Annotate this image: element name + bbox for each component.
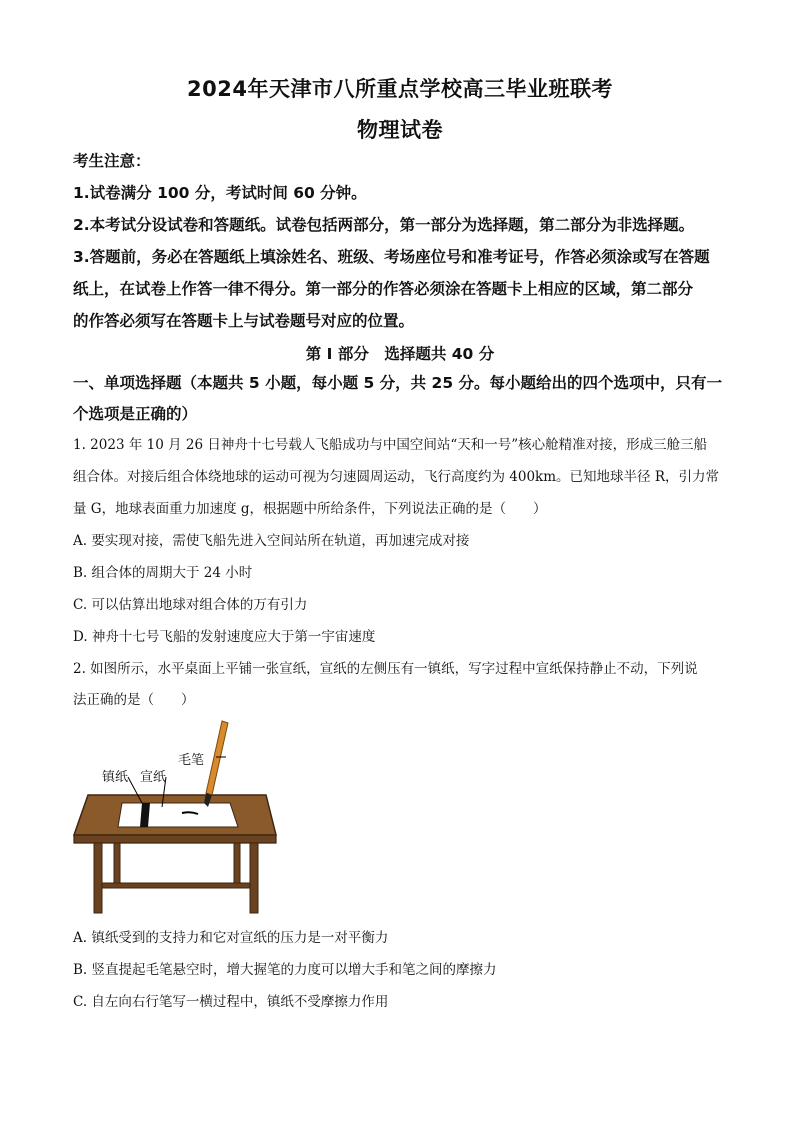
notice-item-2: 2.本考试分设试卷和答题纸。试卷包括两部分，第一部分为选择题，第二部分为非选择题。	[73, 216, 695, 234]
q1-option-d: D. 神舟十七号飞船的发射速度应大于第一宇宙速度	[73, 629, 376, 645]
rice-paper	[118, 803, 238, 827]
table-leg-front-right	[250, 843, 258, 913]
q2-option-c: C. 自左向右行笔写一横过程中，镇纸不受摩擦力作用	[73, 994, 389, 1010]
q2-option-b: B. 竖直提起毛笔悬空时，增大握笔的力度可以增大手和笔之间的摩擦力	[73, 962, 497, 978]
exam-subtitle: 物理试卷	[357, 118, 443, 142]
q1-stem-line-3: 量 G，地球表面重力加速度 g，根据题中所给条件，下列说法正确的是（ ）	[73, 501, 547, 517]
notice-item-3: 3.答题前，务必在答题纸上填涂姓名、班级、考场座位号和准考证号，作答必须涂或写在答题	[73, 248, 710, 266]
exam-title: 2024年天津市八所重点学校高三毕业班联考	[187, 77, 613, 101]
label-brush: 毛笔	[178, 753, 205, 768]
q1-stem-line-1: 1. 2023 年 10 月 26 日神舟十七号载人飞船成功与中国空间站“天和一号”核心舱精准对接，形成三舱三船	[73, 437, 708, 453]
table-figure	[70, 715, 290, 915]
table-front-edge	[74, 835, 276, 843]
brush-handle	[206, 721, 228, 795]
q1-option-a: A. 要实现对接，需使飞船先进入空间站所在轨道，再加速完成对接	[73, 533, 470, 549]
table-leg-front-left	[94, 843, 102, 913]
q2-stem-line-1: 2. 如图所示，水平桌面上平铺一张宣纸，宣纸的左侧压有一镇纸，写字过程中宣纸保持静止不动，下列说	[73, 661, 698, 677]
table-leg-back-left	[114, 843, 120, 887]
q1-stem-line-2: 组合体。对接后组合体绕地球的运动可视为匀速圆周运动，飞行高度约为 400km。已知地球半径 R，引力常	[73, 469, 719, 485]
q1-option-c: C. 可以估算出地球对组合体的万有引力	[73, 597, 308, 613]
table-stretcher	[102, 883, 250, 888]
notice-heading: 考生注意：	[73, 152, 151, 170]
notice-item-3-cont-2: 的作答必须写在答题卡上与试卷题号对应的位置。	[73, 312, 415, 330]
q2-stem-line-2: 法正确的是（ ）	[73, 692, 195, 708]
notice-item-1: 1.试卷满分 100 分，考试时间 60 分钟。	[73, 184, 367, 202]
label-paper: 宣纸	[140, 770, 167, 785]
q2-option-a: A. 镇纸受到的支持力和它对宣纸的压力是一对平衡力	[73, 930, 389, 946]
section-instruction-line-2: 个选项是正确的）	[73, 405, 198, 423]
label-paperweight: 镇纸	[102, 770, 129, 785]
notice-item-3-cont-1: 纸上，在试卷上作答一律不得分。第一部分的作答必须涂在答题卡上相应的区域，第二部分	[73, 280, 694, 298]
table-leg-back-right	[234, 843, 240, 887]
part1-heading: 第 I 部分 选择题共 40 分	[305, 345, 495, 363]
section-instruction-line-1: 一、单项选择题（本题共 5 小题，每小题 5 分，共 25 分。每小题给出的四个选项中，只有一	[73, 374, 723, 392]
q1-option-b: B. 组合体的周期大于 24 小时	[73, 565, 253, 581]
